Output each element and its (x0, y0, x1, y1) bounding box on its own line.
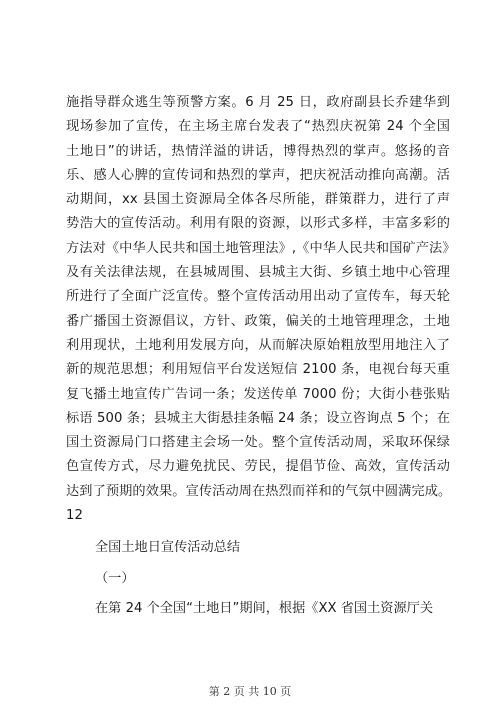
paragraph-line: 及有关法律法规，在县城周围、县城主大街、乡镇土地中心管理 (66, 265, 450, 281)
paragraph-line: 达到了预期的效果。宣传活动周在热烈而祥和的气氛中圆满完成。 (66, 483, 452, 499)
paragraph-line: 方法对《中华人民共和国土地管理法》,《中华人民共和国矿产法》 (66, 240, 456, 256)
section-title: 全国土地日宣传活动总结 (95, 540, 241, 555)
subheading: （一） (95, 571, 135, 586)
paragraph-line: 所进行了全面广泛宣传。整个宣传活动用出动了宣传车，每天轮 (66, 289, 450, 305)
paragraph-line: 利用现状，土地利用发展方向，从而解决原始粗放型用地注入了 (66, 337, 450, 353)
paragraph-line: 乐、感人心脾的宣传词和热烈的掌声，把庆祝活动推向高潮。活 (66, 167, 450, 183)
paragraph-line: 标语 500 条；县城主大街悬挂条幅 24 条；设立咨询点 5 个；在 (66, 410, 450, 426)
paragraph-line: 番广播国土资源倡议，方针、政策，偏关的土地管理理念，土地 (66, 313, 450, 329)
page-footer: 第 2 页 共 10 页 (208, 685, 292, 698)
paragraph-line: 势浩大的宣传活动。利用有限的资源，以形式多样，丰富多彩的 (66, 216, 450, 232)
paragraph-line: 现场参加了宣传，在主场主席台发表了“热烈庆祝第 24 个全国 (66, 119, 450, 135)
paragraph-body (66, 91, 456, 528)
paragraph-line: 12 (66, 508, 83, 524)
paragraph-line: 在第 24 个全国“土地日”期间，根据《XX 省国土资源厅关 (95, 601, 434, 616)
paragraph-line: 动期间，xx 县国土资源局全体各尽所能，群策群力，进行了声 (66, 192, 450, 208)
paragraph-line: 新的规范思想；利用短信平台发送短信 2100 条，电视台每天重 (66, 362, 450, 378)
paragraph-line: 土地日”的讲话，热情洋溢的讲话，博得热烈的掌声。悠扬的音 (66, 143, 450, 159)
paragraph-line: 复飞播土地宣传广告词一条；发送传单 7000 份；大街小巷张贴 (66, 386, 450, 402)
paragraph-line: 色宣传方式，尽力避免扰民、劳民，提倡节俭、高效，宣传活动 (66, 459, 450, 475)
paragraph-line: 国土资源局门口搭建主会场一处。整个宣传活动周，采取环保绿 (66, 435, 450, 451)
paragraph-line: 施指导群众逃生等预警方案。6 月 25 日，政府副县长乔建华到 (66, 95, 450, 110)
